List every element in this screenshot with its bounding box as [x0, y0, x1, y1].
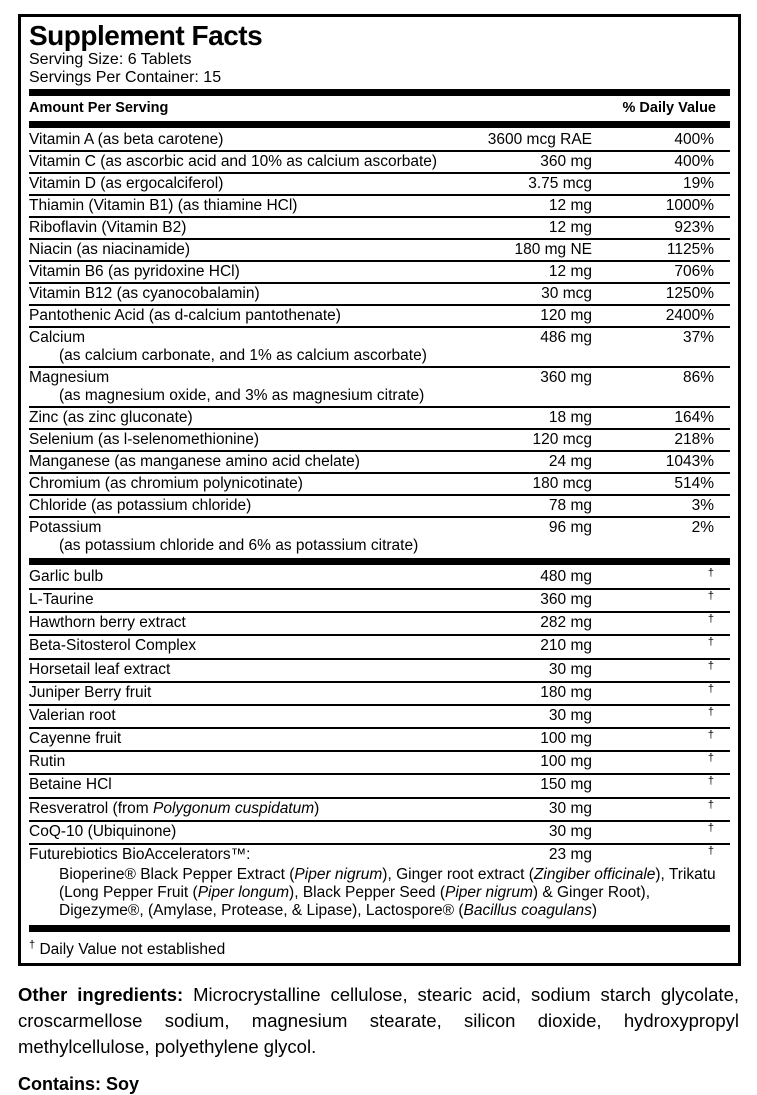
daily-value: 86% — [682, 369, 714, 386]
ingredient-name: Calcium (as calcium carbonate, and 1% as calcium ascorbate) — [29, 329, 480, 365]
daily-value: 1250% — [665, 285, 714, 302]
botanical-row — [29, 634, 730, 657]
amount-value: 3600 mcg RAE — [487, 131, 592, 148]
amount-value: 3.75 mcg — [528, 175, 592, 192]
botanical-row — [29, 843, 730, 866]
amount-value: 480 mg — [540, 568, 592, 585]
botanical-row — [29, 820, 730, 843]
ingredient-name: Futurebiotics BioAccelerators™: — [29, 845, 251, 863]
daily-value — [592, 684, 730, 703]
nutrient-row — [29, 428, 730, 450]
section-divider — [29, 89, 730, 96]
ingredient-name: Horsetail leaf extract — [29, 660, 171, 678]
contains-statement: Contains: Soy — [18, 1074, 140, 1095]
amount-value: 100 mg — [540, 730, 592, 748]
daily-value: 923% — [674, 219, 714, 236]
botanical-row — [29, 704, 730, 727]
ingredient-source-note: (as potassium chloride and 6% as potassium citrate) — [59, 537, 419, 554]
daily-value: 400% — [674, 131, 714, 148]
daily-value-footnote — [29, 934, 730, 961]
daily-value: 3% — [691, 497, 714, 514]
daily-value: 164% — [674, 409, 714, 426]
section-divider — [29, 121, 730, 128]
nutrient-row — [29, 216, 730, 238]
botanical-row — [29, 727, 730, 750]
botanical-row — [29, 773, 730, 796]
botanical-rows — [29, 567, 730, 923]
daily-value — [592, 637, 730, 656]
amount-value: 96 mg — [548, 519, 592, 536]
daily-value — [592, 568, 730, 587]
botanical-row — [29, 750, 730, 773]
panel-title: Supplement Facts — [29, 20, 263, 51]
amount-value: 100 mg — [540, 753, 592, 771]
nutrient-row — [29, 150, 730, 172]
dagger-symbol: † — [707, 590, 714, 603]
amount-value: 24 mg — [548, 453, 592, 470]
botanical-row — [29, 681, 730, 704]
bioaccelerators-description: Bioperine® Black Pepper Extract (Piper nigrum), Ginger root extract (Zingiber officinale), Trikatu (Long Pepper Fruit (Piper longum), Black Pepper Seed (Piper nigrum) & Ginger Root), Digezyme®, (Amylase, Protease, & Lipase), Lactospore® (Bacillus coagulans) — [59, 866, 716, 920]
daily-value: 2400% — [665, 307, 714, 324]
amount-value: 30 mg — [548, 660, 592, 678]
dagger-symbol: † — [707, 844, 714, 857]
daily-value: 514% — [674, 475, 714, 492]
amount-value: 282 mg — [540, 614, 592, 632]
daily-value — [592, 776, 730, 795]
daily-value-header: % Daily Value — [622, 100, 716, 116]
ingredient-name: Juniper Berry fruit — [29, 683, 152, 701]
ingredient-name: Garlic bulb — [29, 568, 104, 585]
botanical-row — [29, 658, 730, 681]
ingredient-name: Vitamin A (as beta carotene) — [29, 131, 224, 148]
daily-value: 1043% — [665, 453, 714, 470]
amount-value: 18 mg — [548, 409, 592, 426]
daily-value — [592, 823, 730, 842]
daily-value: 2% — [691, 519, 714, 536]
supplement-facts-panel — [18, 14, 741, 966]
dagger-symbol: † — [29, 939, 36, 952]
amount-value: 180 mg NE — [514, 241, 592, 258]
footnote-text: Daily Value not established — [39, 941, 226, 959]
ingredient-name: Cayenne fruit — [29, 730, 122, 748]
ingredient-source-note: (as magnesium oxide, and 3% as magnesium citrate) — [59, 387, 425, 404]
other-ingredients — [18, 982, 739, 1060]
nutrient-row — [29, 194, 730, 216]
ingredient-name: Pantothenic Acid (as d-calcium pantothenate) — [29, 307, 341, 324]
amount-value: 30 mg — [548, 822, 592, 840]
section-divider — [29, 558, 730, 565]
dagger-symbol: † — [707, 567, 714, 579]
dagger-symbol: † — [707, 682, 714, 695]
nutrient-row — [29, 326, 730, 366]
daily-value: 400% — [674, 153, 714, 170]
amount-value: 30 mg — [548, 799, 592, 817]
ingredient-name: Vitamin B6 (as pyridoxine HCl) — [29, 263, 240, 280]
nutrient-row — [29, 238, 730, 260]
nutrient-row — [29, 304, 730, 326]
dagger-symbol: † — [707, 729, 714, 742]
amount-value: 150 mg — [540, 776, 592, 794]
botanical-row — [29, 611, 730, 634]
nutrient-row — [29, 494, 730, 516]
ingredient-name: Rutin — [29, 753, 66, 771]
daily-value — [592, 591, 730, 610]
nutrient-row — [29, 516, 730, 556]
ingredient-name: Vitamin D (as ergocalciferol) — [29, 175, 224, 192]
ingredient-name: Vitamin B12 (as cyanocobalamin) — [29, 285, 260, 302]
daily-value — [592, 846, 730, 865]
nutrient-row — [29, 406, 730, 428]
ingredient-name: Magnesium (as magnesium oxide, and 3% as magnesium citrate) — [29, 369, 480, 405]
dagger-symbol: † — [707, 752, 714, 765]
servings-per-container: Servings Per Container: 15 — [29, 69, 222, 86]
botanical-row — [29, 567, 730, 588]
amount-value: 12 mg — [548, 263, 592, 280]
ingredient-name: Hawthorn berry extract — [29, 614, 186, 632]
nutrient-row — [29, 260, 730, 282]
daily-value — [592, 730, 730, 749]
serving-size: Serving Size: 6 Tablets — [29, 51, 192, 68]
dagger-symbol: † — [707, 659, 714, 672]
column-headers — [29, 98, 730, 119]
ingredient-name: Thiamin (Vitamin B1) (as thiamine HCl) — [29, 197, 298, 214]
daily-value: 19% — [682, 175, 714, 192]
ingredient-name: Chloride (as potassium chloride) — [29, 497, 252, 514]
ingredient-name: Resveratrol (from Polygonum cuspidatum) — [29, 799, 320, 817]
section-divider — [29, 925, 730, 932]
ingredient-name: Potassium (as potassium chloride and 6% as potassium citrate) — [29, 519, 480, 555]
amount-value: 486 mg — [540, 329, 592, 346]
botanical-row — [29, 588, 730, 611]
daily-value: 37% — [682, 329, 714, 346]
amount-value: 12 mg — [548, 219, 592, 236]
other-ingredients-label: Other ingredients: — [18, 984, 184, 1006]
amount-value: 360 mg — [540, 153, 592, 170]
amount-value: 180 mg — [540, 683, 592, 701]
dagger-symbol: † — [707, 705, 714, 718]
amount-value: 120 mg — [540, 307, 592, 324]
dagger-symbol: † — [707, 775, 714, 788]
daily-value: 1000% — [665, 197, 714, 214]
amount-per-serving-header: Amount Per Serving — [29, 100, 169, 116]
amount-value: 30 mg — [548, 706, 592, 724]
nutrient-row — [29, 172, 730, 194]
dagger-symbol: † — [707, 798, 714, 811]
amount-value: 120 mcg — [532, 431, 592, 448]
ingredient-name: Vitamin C (as ascorbic acid and 10% as calcium ascorbate) — [29, 153, 438, 170]
dagger-symbol: † — [707, 821, 714, 834]
ingredient-name: Manganese (as manganese amino acid chelate) — [29, 453, 360, 470]
nutrient-row — [29, 472, 730, 494]
nutrient-rows — [29, 130, 730, 556]
nutrient-row — [29, 450, 730, 472]
amount-value: 30 mcg — [541, 285, 592, 302]
daily-value — [592, 661, 730, 680]
amount-value: 360 mg — [540, 369, 592, 386]
other-ingredients-text: Microcrystalline cellulose, stearic acid, sodium starch glycolate, croscarmellose sodium, magnesium stearate, silicon dioxide, hydroxypropyl methylcellulose, polyethylene glycol. — [18, 984, 739, 1058]
daily-value — [592, 753, 730, 772]
nutrient-row — [29, 366, 730, 406]
amount-value: 360 mg — [540, 591, 592, 609]
ingredient-name: Betaine HCl — [29, 776, 112, 794]
ingredient-name: Riboflavin (Vitamin B2) — [29, 219, 187, 236]
nutrient-row — [29, 130, 730, 150]
nutrient-row — [29, 282, 730, 304]
daily-value: 706% — [674, 263, 714, 280]
daily-value: 218% — [674, 431, 714, 448]
ingredient-name: Zinc (as zinc gluconate) — [29, 409, 193, 426]
daily-value — [592, 707, 730, 726]
amount-value: 12 mg — [548, 197, 592, 214]
ingredient-source-note: (as calcium carbonate, and 1% as calcium ascorbate) — [59, 347, 427, 364]
ingredient-name: Selenium (as l-selenomethionine) — [29, 431, 260, 448]
amount-value: 210 mg — [540, 637, 592, 655]
daily-value — [592, 800, 730, 819]
ingredient-name: Valerian root — [29, 706, 116, 724]
dagger-symbol: † — [707, 636, 714, 649]
daily-value: 1125% — [666, 241, 714, 258]
ingredient-name: CoQ-10 (Ubiquinone) — [29, 822, 177, 840]
ingredient-name: L-Taurine — [29, 591, 94, 609]
ingredient-name: Niacin (as niacinamide) — [29, 241, 191, 258]
amount-value: 78 mg — [548, 497, 592, 514]
ingredient-name: Beta-Sitosterol Complex — [29, 637, 197, 655]
botanical-row — [29, 797, 730, 820]
daily-value — [592, 614, 730, 633]
dagger-symbol: † — [707, 613, 714, 626]
ingredient-name: Chromium (as chromium polynicotinate) — [29, 475, 303, 492]
amount-value: 180 mcg — [532, 475, 592, 492]
amount-value: 23 mg — [548, 845, 592, 863]
